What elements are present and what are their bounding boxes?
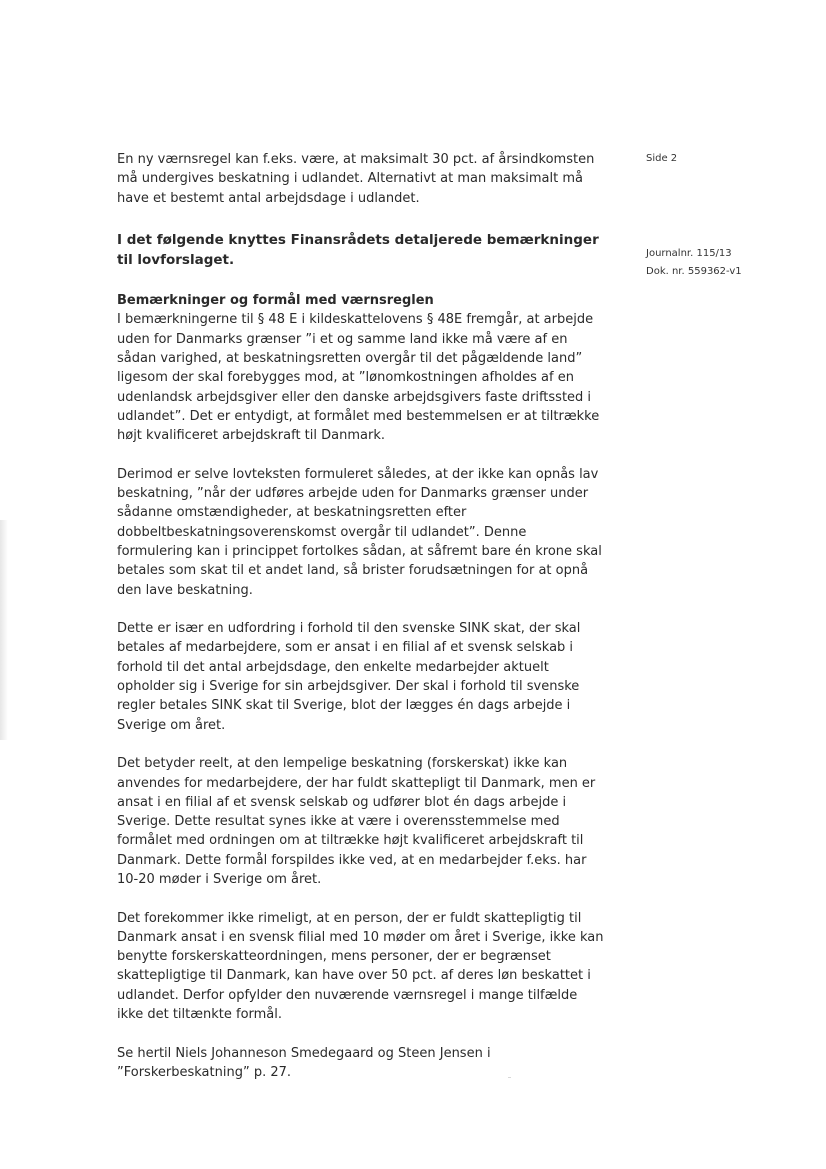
subsection-heading: Bemærkninger og formål med værnsreglen (117, 292, 434, 308)
section-heading: I det følgende knyttes Finansrådets detaljerede bemærkninger til lovforslaget. (117, 231, 599, 268)
document-body (117, 150, 605, 1102)
scan-speck (508, 1077, 511, 1078)
document-number: Dok. nr. 559362-v1 (646, 266, 742, 277)
body-paragraph: Det forekommer ikke rimeligt, at en person, der er fuldt skattepligtig til Danmark ansat i en svensk filial med 10 møder om året i Sverige, ikke kan benytte forskerskatteordningen, mens personer, der er begrænset skattepligtige til Danmark, kan have over 50 pct. af deres løn beskattet i udlandet. Derfor opfylder den nuværende værnsregel i mange tilfælde ikke det tiltænkte formål. (117, 910, 604, 1023)
scan-edge-shadow (0, 520, 8, 740)
reference-paragraph: Se hertil Niels Johanneson Smedegaard og Steen Jensen i ”Forskerbeskatning” p. 27. (117, 1045, 491, 1080)
body-paragraph: I bemærkningerne til § 48 E i kildeskattelovens § 48E fremgår, at arbejde uden for Danmarks grænser ”i et og samme land ikke må være af en sådan varighed, at beskatningsretten overgår til det pågældende land” ligesom der skal forebygges mod, at ”lønomkostningen afholdes af en udenlandsk arbejdsgiver eller den danske arbejdsgivers faste driftssted i udlandet”. Det er entydigt, at formålet med bestemmelsen er at tiltrække højt kvalificeret arbejdskraft til Danmark. (117, 312, 600, 444)
page-number (646, 150, 677, 168)
page-label: Side 2 (646, 153, 678, 164)
journal-number: Journalnr. 115/13 (646, 248, 732, 259)
body-paragraph: Det betyder reelt, at den lempelige beskatning (forskerskat) ikke kan anvendes for medarbejdere, der har fuldt skattepligt til Danmark, men er ansat i en filial af et svensk selskab og udfører blot én dags arbejde i Sverige. Dette resultat synes ikke at være i overensstemmelse med formålet med ordningen om at tiltrække højt kvalificeret arbejdskraft til Danmark. Dette formål forspildes ikke ved, at en medarbejder f.eks. har 10-20 møder i Sverige om året. (117, 756, 596, 887)
document-reference (646, 245, 742, 281)
body-paragraph: Dette er især en udfordring i forhold til den svenske SINK skat, der skal betales af medarbejdere, som er ansat i en filial af et svensk selskab i forhold til det antal arbejdsdage, den enkelte medarbejder aktuelt opholder sig i Sverige for sin arbejdsgiver. Der skal i forhold til svenske regler betales SINK skat til Sverige, blot der lægges én dags arbejde i Sverige om året. (117, 621, 581, 733)
intro-paragraph: En ny værnsregel kan f.eks. være, at maksimalt 30 pct. af årsindkomsten må undergives beskatning i udlandet. Alternativt at man maksimalt må have et bestemt antal arbejdsdage i udlandet. (117, 152, 595, 206)
body-paragraph: Derimod er selve lovteksten formuleret således, at der ikke kan opnås lav beskatning, ”når der udføres arbejde uden for Danmarks grænser under sådanne omstændigheder, at beskatningsretten efter dobbeltbeskatningsoverenskomst overgår til udlandet”. Denne formulering kan i princippet fortolkes sådan, at såfremt bare én krone skal betales som skat til et andet land, så brister forudsætningen for at opnå den lave beskatning. (117, 466, 602, 598)
